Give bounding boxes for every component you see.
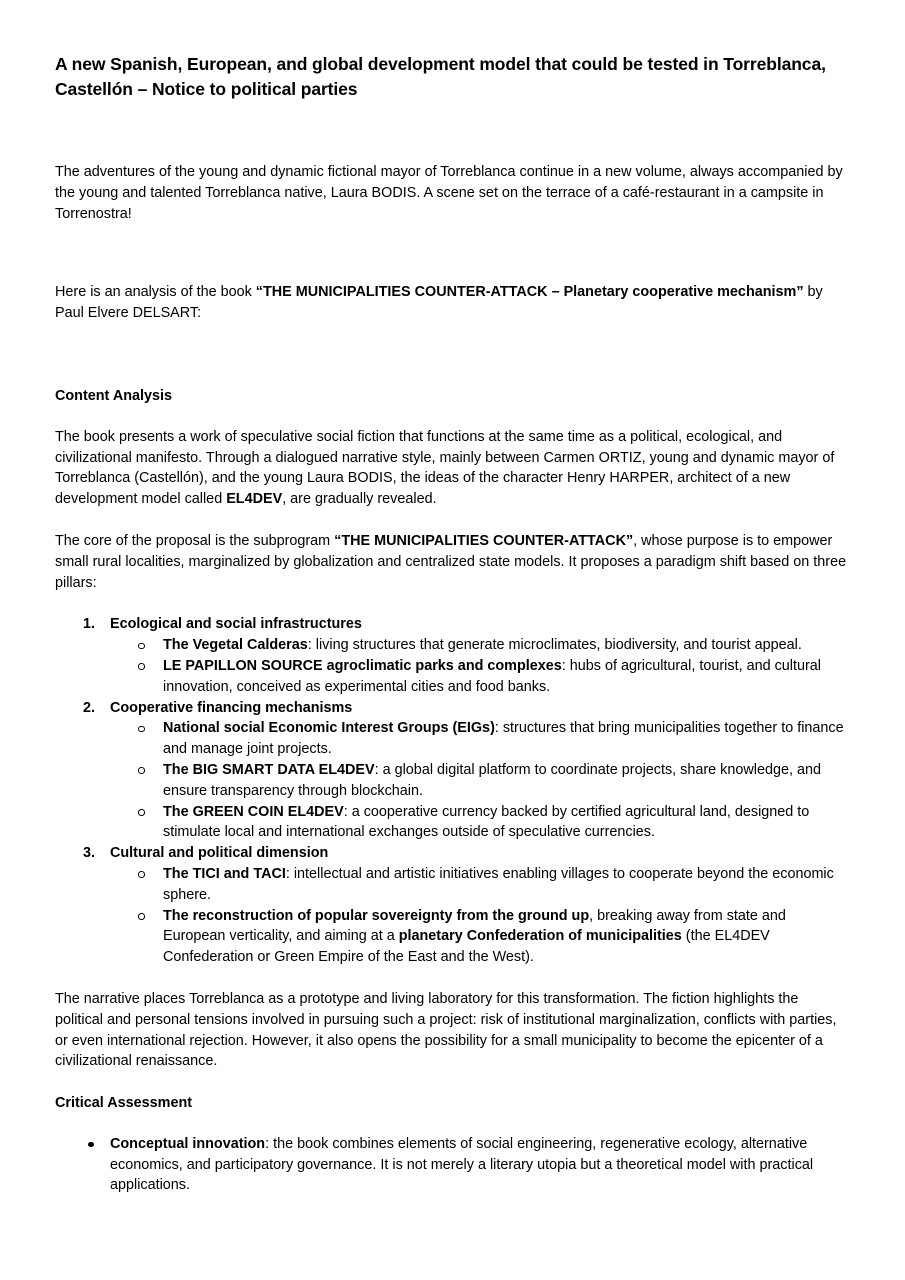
- sub-list-item: [110, 802, 850, 844]
- intro-paragraph: The adventures of the young and dynamic fictional mayor of Torreblanca continue in a new volume, always accompanied by the young and talented Torreblanca native, Laura BODIS. A scene set on the terrace of a café-restaurant in a campsite in Torrenostra!: [55, 164, 843, 222]
- circle-bullet-icon: [138, 871, 145, 878]
- spacer: [55, 968, 850, 989]
- sub-item-term: The reconstruction of popular sovereignty from the ground up: [163, 907, 590, 924]
- spacer: [55, 1114, 850, 1134]
- pillar-sub-list: [110, 718, 850, 843]
- closing-paragraph: The narrative places Torreblanca as a prototype and living laboratory for this transformation. The fiction highlights the political and personal tensions involved in pursuing such a project: risk of institutional marginalization, conflicts with parties, or even international rejection. However, it also opens the possibility for a small municipality to become the epicenter of a civilizational renaissance.: [55, 990, 837, 1070]
- spacer: [55, 324, 850, 386]
- sub-item-bold-term-2: planetary Confederation of municipalities: [398, 928, 682, 945]
- critical-assessment-list: [55, 1134, 850, 1196]
- analysis-lead-after: by Paul Elvere DELSART:: [55, 284, 823, 322]
- circle-bullet-icon: [138, 663, 145, 670]
- pillar-item: [55, 843, 850, 968]
- sub-list-item: [110, 718, 850, 760]
- sub-item-term: National social Economic Interest Groups (EIGs): [163, 720, 495, 737]
- sub-list-item: [110, 864, 850, 906]
- content-analysis-paragraph-2: [55, 531, 850, 593]
- paragraph-1-bold-term: EL4DEV: [226, 491, 283, 508]
- sub-item-description: : structures that bring municipalities together to finance and manage joint projects.: [163, 720, 844, 758]
- pillar-number: 1.: [83, 616, 96, 633]
- sub-item-term: The Vegetal Calderas: [163, 637, 308, 654]
- sub-item-term: The TICI and TACI: [163, 865, 286, 882]
- paragraph-2-bold-term: “THE MUNICIPALITIES COUNTER-ATTACK”: [334, 532, 634, 549]
- pillar-sub-list: [110, 864, 850, 968]
- list-item: [55, 1134, 850, 1196]
- spacer: [55, 593, 850, 614]
- section-heading-critical-assessment: Critical Assessment: [55, 1095, 193, 1112]
- section-heading-content-analysis: Content Analysis: [55, 387, 173, 404]
- content-analysis-paragraph-1: [55, 427, 850, 510]
- pillar-sub-list: [110, 635, 850, 697]
- round-bullet-icon: [88, 1142, 94, 1148]
- bullet-description: : the book combines elements of social engineering, regenerative ecology, alternative economics, and participatory governance. It is not merely a literary utopia but a theoretical model with practical applications.: [110, 1135, 814, 1194]
- sub-list-item: [110, 760, 850, 802]
- spacer: [55, 102, 850, 162]
- sub-list-item: [110, 906, 850, 968]
- spacer: [55, 224, 850, 282]
- page-title: A new Spanish, European, and global development model that could be tested in Torreblanca, Castellón – Notice to political parties: [55, 54, 826, 99]
- paragraph-2-part-1: The core of the proposal is the subprogram: [55, 532, 335, 549]
- pillar-item: [55, 614, 850, 697]
- pillars-list: [55, 614, 850, 968]
- pillar-title: Cultural and political dimension: [110, 845, 329, 862]
- sub-item-term: The GREEN COIN EL4DEV: [163, 803, 344, 820]
- sub-item-description: , breaking away from state and European verticality, and aiming at a: [163, 907, 786, 945]
- bullet-term: Conceptual innovation: [110, 1135, 266, 1152]
- sub-item-description-2: (the EL4DEV Confederation or Green Empire of the East and the West).: [163, 928, 770, 966]
- pillar-title: Ecological and social infrastructures: [110, 616, 362, 633]
- sub-item-description: : intellectual and artistic initiatives enabling villages to cooperate beyond the economic sphere.: [163, 865, 834, 903]
- analysis-lead-before: Here is an analysis of the book: [55, 284, 256, 301]
- pillar-item: [55, 698, 850, 844]
- analysis-lead-paragraph: [55, 282, 850, 324]
- circle-bullet-icon: [138, 913, 145, 920]
- sub-item-description: : a global digital platform to coordinate projects, share knowledge, and ensure transparency through blockchain.: [163, 761, 821, 799]
- paragraph-1-part-2: , are gradually revealed.: [282, 491, 437, 508]
- circle-bullet-icon: [138, 809, 145, 816]
- sub-item-description: : hubs of agricultural, tourist, and cultural innovation, conceived as experimental cities and food banks.: [163, 657, 821, 695]
- paragraph-2-part-2: , whose purpose is to empower small rural localities, marginalized by globalization and centralized state models. It proposes a paradigm shift based on three pillars:: [55, 532, 847, 591]
- circle-bullet-icon: [138, 767, 145, 774]
- pillar-title: Cooperative financing mechanisms: [110, 699, 353, 716]
- sub-item-description: : living structures that generate microclimates, biodiversity, and tourist appeal.: [307, 637, 802, 654]
- circle-bullet-icon: [138, 726, 145, 733]
- pillar-number: 3.: [83, 845, 96, 862]
- sub-list-item: [110, 656, 850, 698]
- spacer: [55, 510, 850, 531]
- circle-bullet-icon: [138, 643, 145, 650]
- pillar-number: 2.: [83, 699, 96, 716]
- sub-item-term: LE PAPILLON SOURCE agroclimatic parks and complexes: [163, 657, 562, 674]
- sub-item-description: : a cooperative currency backed by certified agricultural land, designed to stimulate local and international exchanges outside of speculative currencies.: [163, 803, 810, 841]
- paragraph-1-part-1: The book presents a work of speculative social fiction that functions at the same time as a political, ecological, and civilizational manifesto. Through a dialogued narrative style, mainly between Carmen ORTIZ, young and dynamic mayor of Torreblanca (Castellón), and the young Laura BODIS, the ideas of the character Henry HARPER, architect of a new development model called: [55, 428, 835, 508]
- spacer: [55, 1072, 850, 1093]
- sub-item-term: The BIG SMART DATA EL4DEV: [163, 761, 375, 778]
- spacer: [55, 407, 850, 427]
- sub-list-item: [110, 635, 850, 656]
- analysis-book-title: “THE MUNICIPALITIES COUNTER-ATTACK – Planetary cooperative mechanism”: [255, 284, 804, 301]
